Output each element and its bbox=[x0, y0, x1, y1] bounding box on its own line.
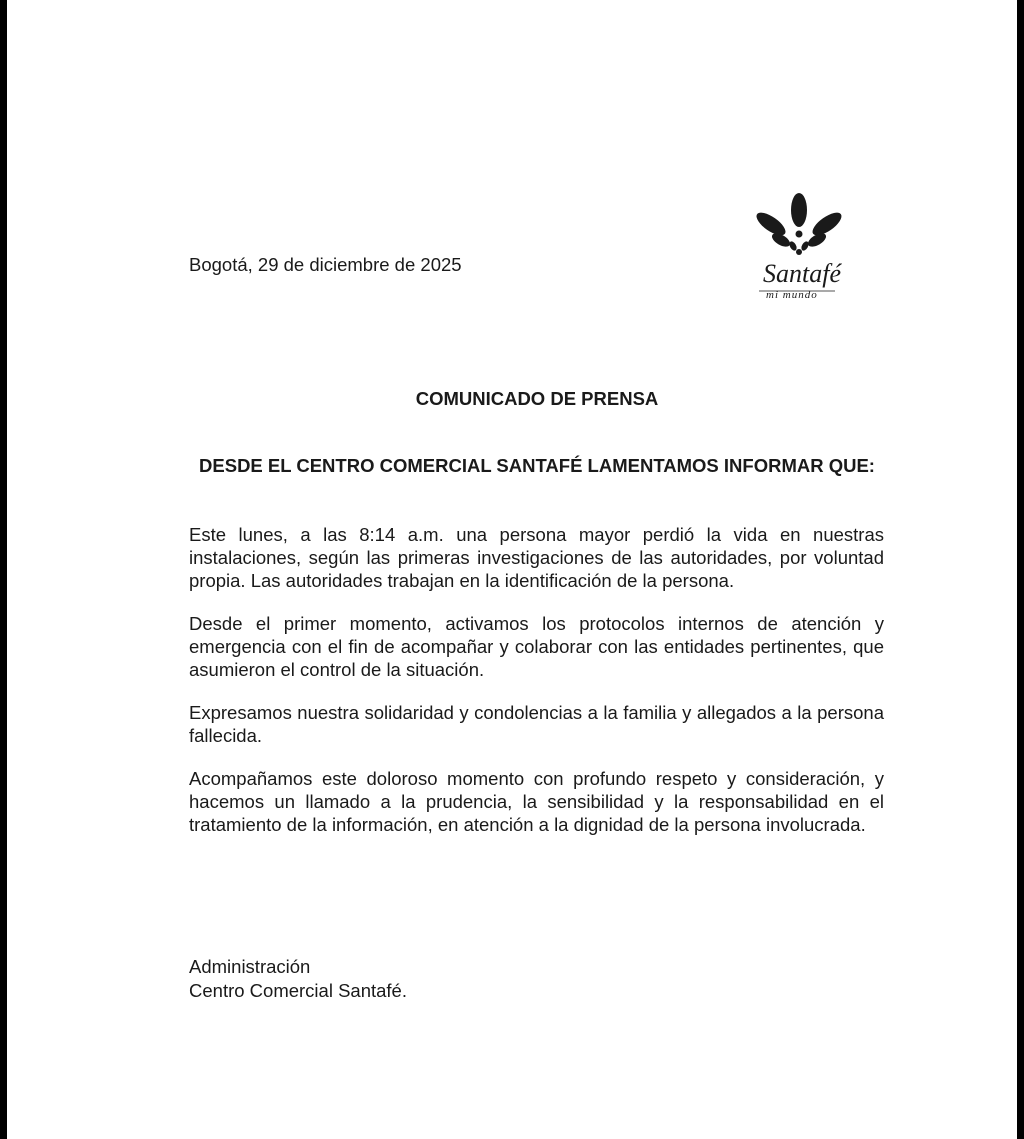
signature-line-2: Centro Comercial Santafé. bbox=[189, 980, 407, 1001]
paragraph-1: Este lunes, a las 8:14 a.m. una persona mayor perdió la vida en nuestras instalaciones, según las primeras investigaciones de las autoridades, por voluntad propia. Las autoridades trabajan en la identificación de la persona. bbox=[189, 524, 884, 591]
press-release-subheading: DESDE EL CENTRO COMERCIAL SANTAFÉ LAMENTAMOS INFORMAR QUE: bbox=[199, 455, 875, 476]
document-page bbox=[7, 0, 1017, 1139]
signature-line-1: Administración bbox=[189, 956, 311, 977]
paragraph-2: Desde el primer momento, activamos los protocolos internos de atención y emergencia con el fin de acompañar y colaborar con las entidades pertinentes, que asumieron el control de la situación. bbox=[189, 613, 884, 680]
paragraph-4: Acompañamos este doloroso momento con profundo respeto y consideración, y hacemos un llamado a la prudencia, la sensibilidad y la responsabilidad en el tratamiento de la información, en atención a la dignidad de la persona involucrada. bbox=[189, 768, 884, 835]
flower-icon bbox=[749, 190, 869, 305]
place-date: Bogotá, 29 de diciembre de 2025 bbox=[189, 254, 462, 275]
letter-body bbox=[189, 523, 884, 856]
santafe-logo bbox=[749, 190, 869, 305]
logo-brand-text: Santafé bbox=[763, 259, 841, 288]
logo-tagline-text: mi mundo bbox=[766, 289, 818, 301]
press-release-heading: COMUNICADO DE PRENSA bbox=[415, 388, 659, 409]
paragraph-3: Expresamos nuestra solidaridad y condolencias a la familia y allegados a la persona fallecida. bbox=[189, 702, 884, 746]
signature-block bbox=[189, 955, 407, 1003]
